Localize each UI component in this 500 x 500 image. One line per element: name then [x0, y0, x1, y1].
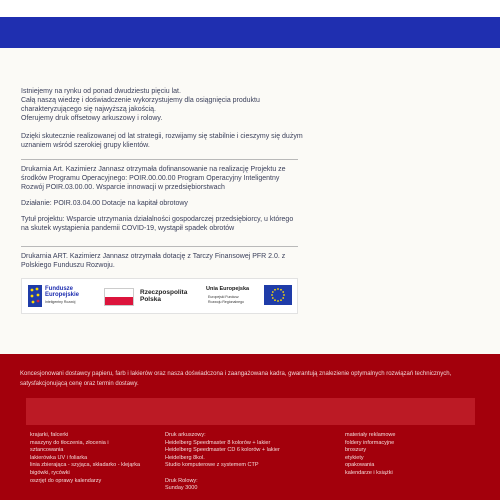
rp-logo — [104, 285, 204, 309]
list-item: etykiety — [345, 454, 364, 461]
divider — [21, 246, 298, 247]
ue-line2: Europejski Fundusz — [208, 295, 239, 299]
list-item: broszury — [345, 447, 367, 454]
list-item: oszrjęt do oprawy kalendarzy — [30, 477, 102, 484]
eu-flag-icon — [264, 285, 292, 305]
list-item: kalendarze i książki — [345, 469, 393, 476]
rp-line2: Polska — [140, 296, 161, 303]
about-line: Oferujemy druk offsetowy arkuszowy i rolowy. — [21, 115, 163, 122]
list-item: Heidelberg Speedmaster CD 6 kolorów + lakier — [165, 447, 280, 454]
divider — [21, 159, 298, 160]
list-item: Heidelberg Speedmaster 8 kolorów + lakier — [165, 439, 271, 446]
eu-funds-line2: Europejskie — [45, 292, 80, 298]
grant-text: Drukarnia Art. Kazimierz Jannasz otrzymała dofinansowanie na realizację Projektu ze środków Programu Operacyjnego: POIR.00.00.00 Program Operacyjny Inteligentny Rozwój POIR.03.00.00. Wsparcie innowacji w przedsiębiorstwach — [21, 166, 286, 191]
eu-funds-line3: Inteligentny Rozwój — [45, 300, 76, 304]
list-item: Sunday 3000 — [165, 485, 198, 492]
about-strategy: Dzięki skutecznie realizowanej od lat strategii, rozwijamy się stabilnie i cieszymy się dużym uznaniem wśród szerokiej grupy klientów. — [21, 133, 303, 149]
project-title: Tytuł projektu: Wsparcie utrzymania działalności gospodarczej przedsiębiorcy, u którego na skutek wystąpienia pandemii COVID-19, wystąpił spadek obrotów — [21, 216, 294, 232]
about-line: Istniejemy na rynku od ponad dwudziestu pięciu lat. — [21, 88, 181, 95]
funding-info — [21, 165, 301, 233]
eu-funds-line1: Fundusze — [45, 286, 73, 292]
header-blue-stripe — [0, 17, 500, 48]
ue-line1: Unia Europejska — [206, 286, 250, 292]
list-item: Heidelberg 8kol. — [165, 454, 205, 461]
eu-funds-stars-icon — [28, 285, 42, 307]
products-list — [345, 432, 485, 478]
list-item: bigówki, rycówki — [30, 469, 70, 476]
list-item: opakowania — [345, 462, 375, 469]
about-line: Całą naszą wiedzę i doświadczenie wykorzystujemy dla osiągnięcia produktu charakteryzującego się najwyższą jakością. — [21, 97, 260, 113]
list-item: maszyny do tłoczenia, złocenia i sztancowania — [30, 439, 109, 454]
eu-logos-strip — [21, 278, 298, 314]
eu-funds-logo — [28, 283, 98, 311]
action-text: Działanie: POIR.03.04.00 Dotacje na kapitał obrotowy — [21, 200, 188, 207]
list-item: foldery informacyjne — [345, 439, 395, 446]
rp-line1: Rzeczpospolita — [140, 289, 188, 296]
pfr-info — [21, 252, 301, 270]
polish-flag-icon — [104, 288, 134, 306]
list-item: Druk arkuszowy: — [165, 432, 206, 438]
ue-line3: Rozwoju Regionalnego — [208, 300, 244, 304]
pfr-grant-text: Drukarnia ART. Kazimierz Jannasz otrzymała dotację z Tarczy Finansowej PFR 2.0. z Polskiego Funduszu Rozwoju. — [21, 253, 286, 269]
list-item: krajarki, falcerki — [30, 432, 69, 438]
footer-tagline: Koncesjonowani dostawcy papieru, farb i lakierów oraz nasza doświadczona i zaangażowana kadra, gwarantują znalezienie optymalnych rozwiązań technicznych, satysfakcjonującą cenę oraz termin dostawy. — [20, 371, 452, 387]
about-text — [21, 87, 306, 150]
header-white-stripe — [0, 0, 500, 17]
ue-logo — [206, 283, 294, 311]
list-item: materiały reklamowe — [345, 432, 396, 438]
footer-band — [26, 398, 475, 425]
list-item: Studio komputerowe z systemem CTP — [165, 462, 259, 469]
printing-machines-list — [165, 432, 335, 493]
list-item: Druk Rolowy: — [165, 477, 198, 484]
list-item: lakierówka UV i foliarka — [30, 454, 88, 461]
equipment-list — [30, 432, 160, 485]
list-item: linia zbierająca - szyjąca, składarko - klejąrka — [30, 462, 141, 469]
